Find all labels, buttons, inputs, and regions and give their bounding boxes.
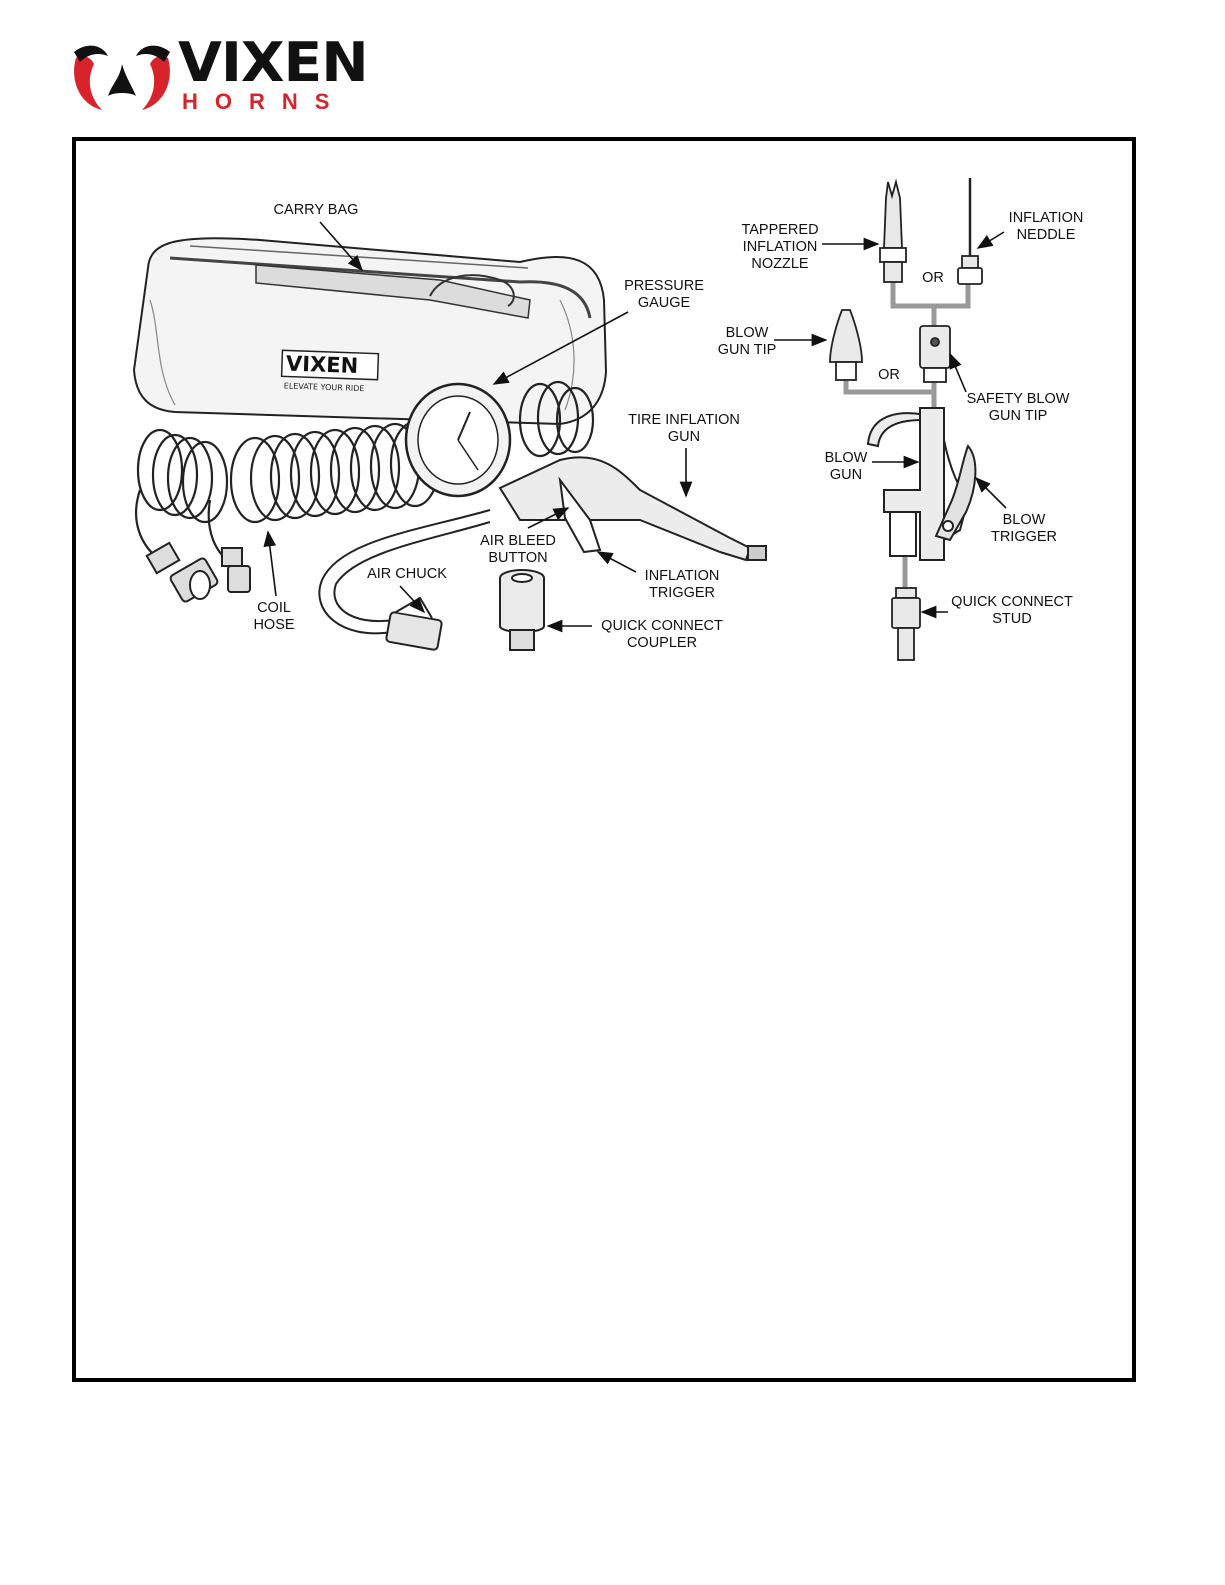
brand-name: VIXEN [178,31,368,94]
brand-subtitle: HORNS [182,89,347,114]
pressure-gauge-illustration [406,384,510,496]
label-or-bottom: OR [878,367,900,383]
label-or-top: OR [922,270,944,286]
label-air-chuck: AIR CHUCK [367,566,447,582]
label-coil-hose: COIL HOSE [253,600,295,633]
hose-fittings [147,543,250,603]
label-blow-trigger: BLOW TRIGGER [990,512,1058,545]
label-blow-gun: BLOW GUN [824,450,868,483]
label-safety-blow-gun-tip: SAFETY BLOW GUN TIP [966,391,1070,424]
blow-gun-illustration [868,408,968,560]
label-carry-bag: CARRY BAG [273,202,359,218]
label-air-bleed-button: AIR BLEED BUTTON [480,533,556,566]
inflation-neddle-illustration [958,178,982,284]
label-quick-connect-coupler: QUICK CONNECT COUPLER [601,618,723,651]
label-pressure-gauge: PRESSURE GAUGE [624,278,704,311]
quick-connect-coupler-illustration [500,570,544,650]
bag-tagline-text: ELEVATE YOUR RIDE [283,381,365,394]
quick-connect-stud-illustration [892,588,920,660]
blow-gun-tip-illustration [830,310,862,380]
tappered-inflation-nozzle-illustration [880,182,906,282]
label-quick-connect-stud: QUICK CONNECT STUD [951,594,1073,627]
bag-badge-text: VIXEN [285,351,359,378]
safety-blow-gun-tip-illustration [920,326,950,382]
label-tire-inflation-gun: TIRE INFLATION GUN [628,412,740,445]
label-inflation-trigger: INFLATION TRIGGER [644,568,720,601]
label-blow-gun-tip: BLOW GUN TIP [717,325,777,358]
label-inflation-neddle: INFLATION NEDDLE [1008,210,1084,243]
label-tappered-inflation-nozzle: TAPPERED INFLATION NOZZLE [741,222,819,272]
carry-bag-illustration [134,238,606,424]
